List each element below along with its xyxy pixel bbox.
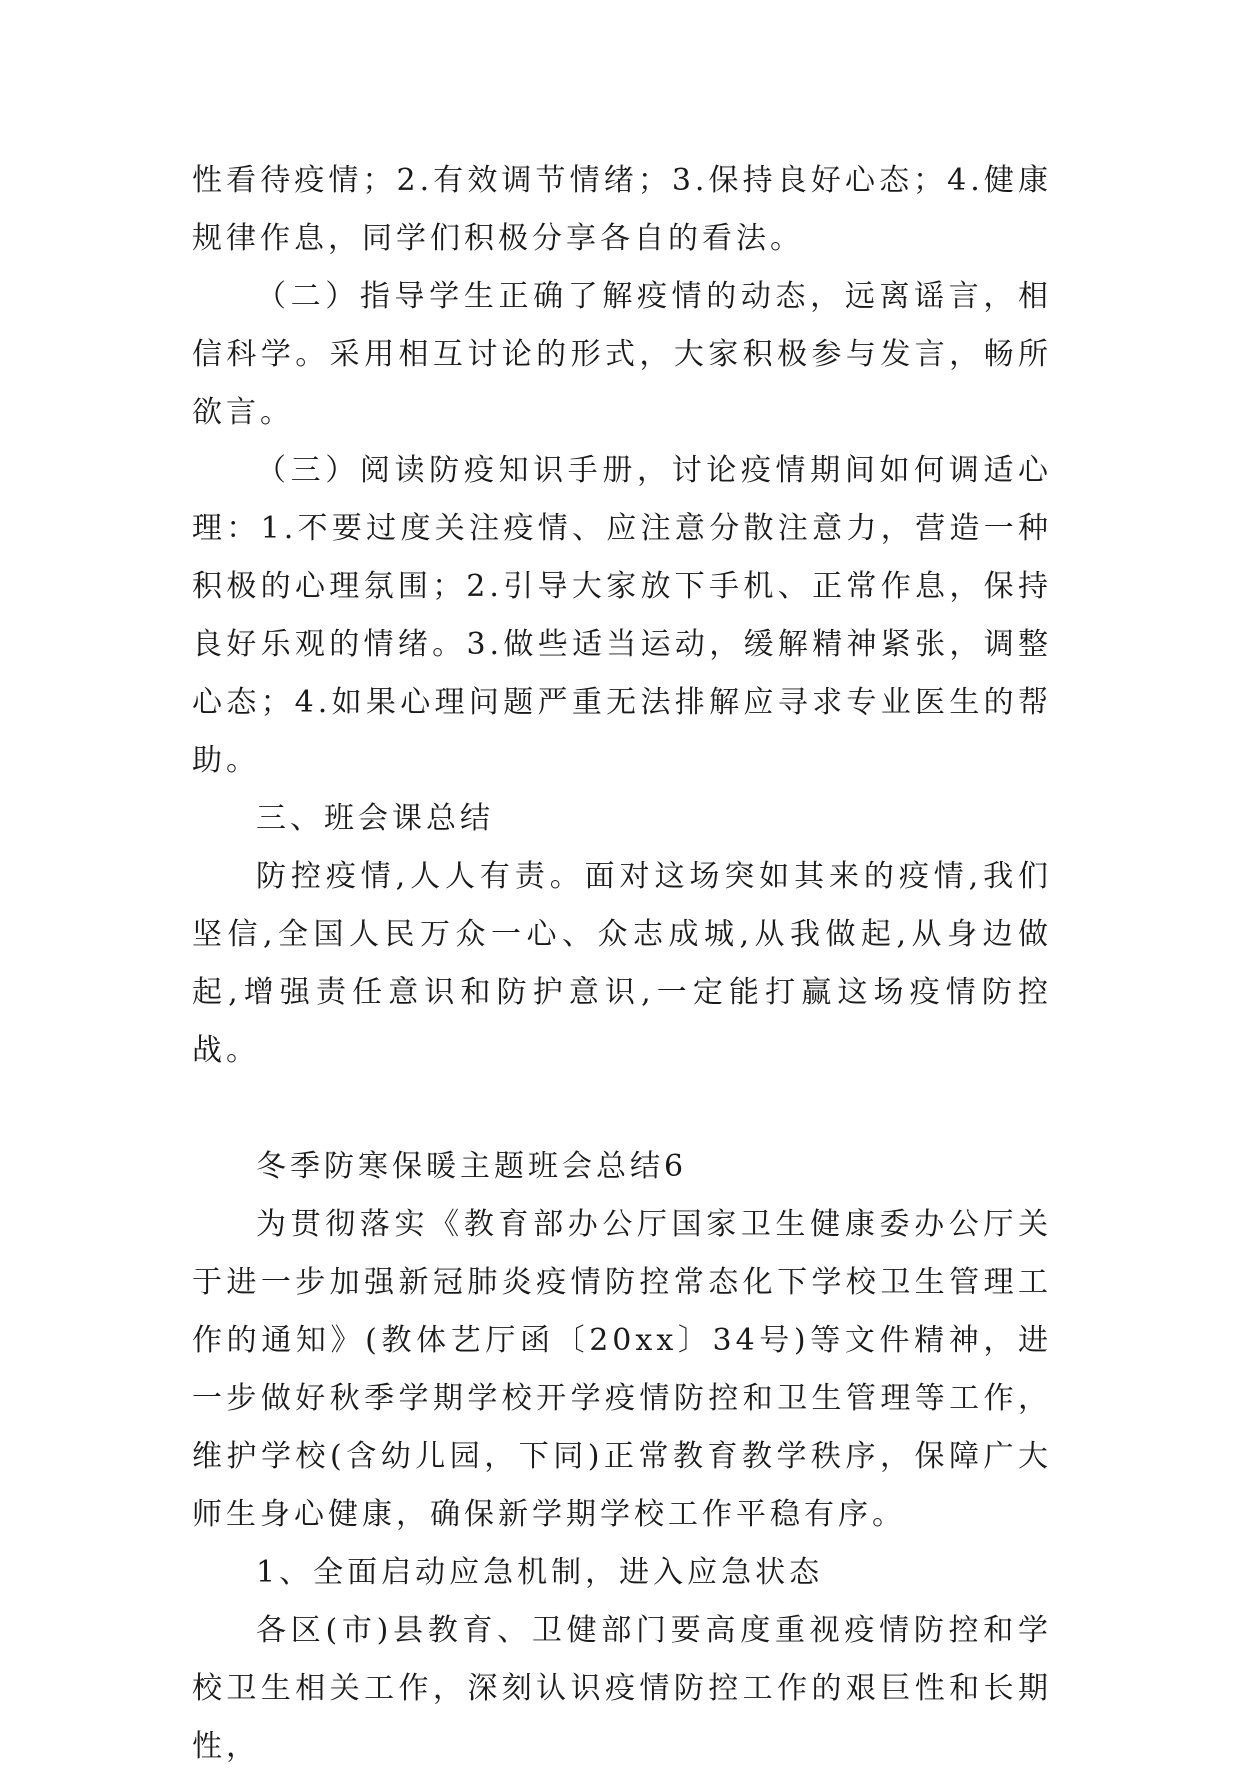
paragraph-6: 各区(市)县教育、卫健部门要高度重视疫情防控和学校卫生相关工作，深刻认识疫情防控工作的艰巨性和长期性，: [192, 1613, 1052, 1764]
paragraph-5: 为贯彻落实《教育部办公厅国家卫生健康委办公厅关于进一步加强新冠肺炎疫情防控常态化下学校卫生管理工作的通知》(教体艺厅函〔20xx〕34号)等文件精神，进一步做好秋季学期学校开学疫情防控和卫生管理等工作，维护学校(含幼儿园，下同)正常教育教学秩序，保障广大师生身心健康，确保新学期学校工作平稳有序。: [192, 1207, 1052, 1532]
section-gap: [192, 1080, 1052, 1138]
section-heading-1: 1、全面启动应急机制，进入应急状态: [256, 1555, 824, 1590]
section-heading-summary: 三、班会课总结: [256, 801, 494, 836]
paragraph-2: （二）指导学生正确了解疫情的动态，远离谣言，相信科学。采用相互讨论的形式，大家积极参与发言，畅所欲言。: [192, 279, 1052, 430]
section-title: 冬季防寒保暖主题班会总结6: [256, 1149, 688, 1184]
paragraph-1: 性看待疫情；2.有效调节情绪；3.保持良好心态；4.健康规律作息，同学们积极分享各自的看法。: [192, 163, 1052, 256]
document-page: [192, 152, 1052, 1776]
paragraph-4: 防控疫情,人人有责。面对这场突如其来的疫情,我们坚信,全国人民万众一心、众志成城,从我做起,从身边做起,增强责任意识和防护意识,一定能打赢这场疫情防控战。: [192, 859, 1052, 1068]
paragraph-3: （三）阅读防疫知识手册，讨论疫情期间如何调适心理：1.不要过度关注疫情、应注意分散注意力，营造一种积极的心理氛围；2.引导大家放下手机、正常作息，保持良好乐观的情绪。3.做些适当运动，缓解精神紧张，调整心态；4.如果心理问题严重无法排解应寻求专业医生的帮助。: [192, 453, 1052, 778]
